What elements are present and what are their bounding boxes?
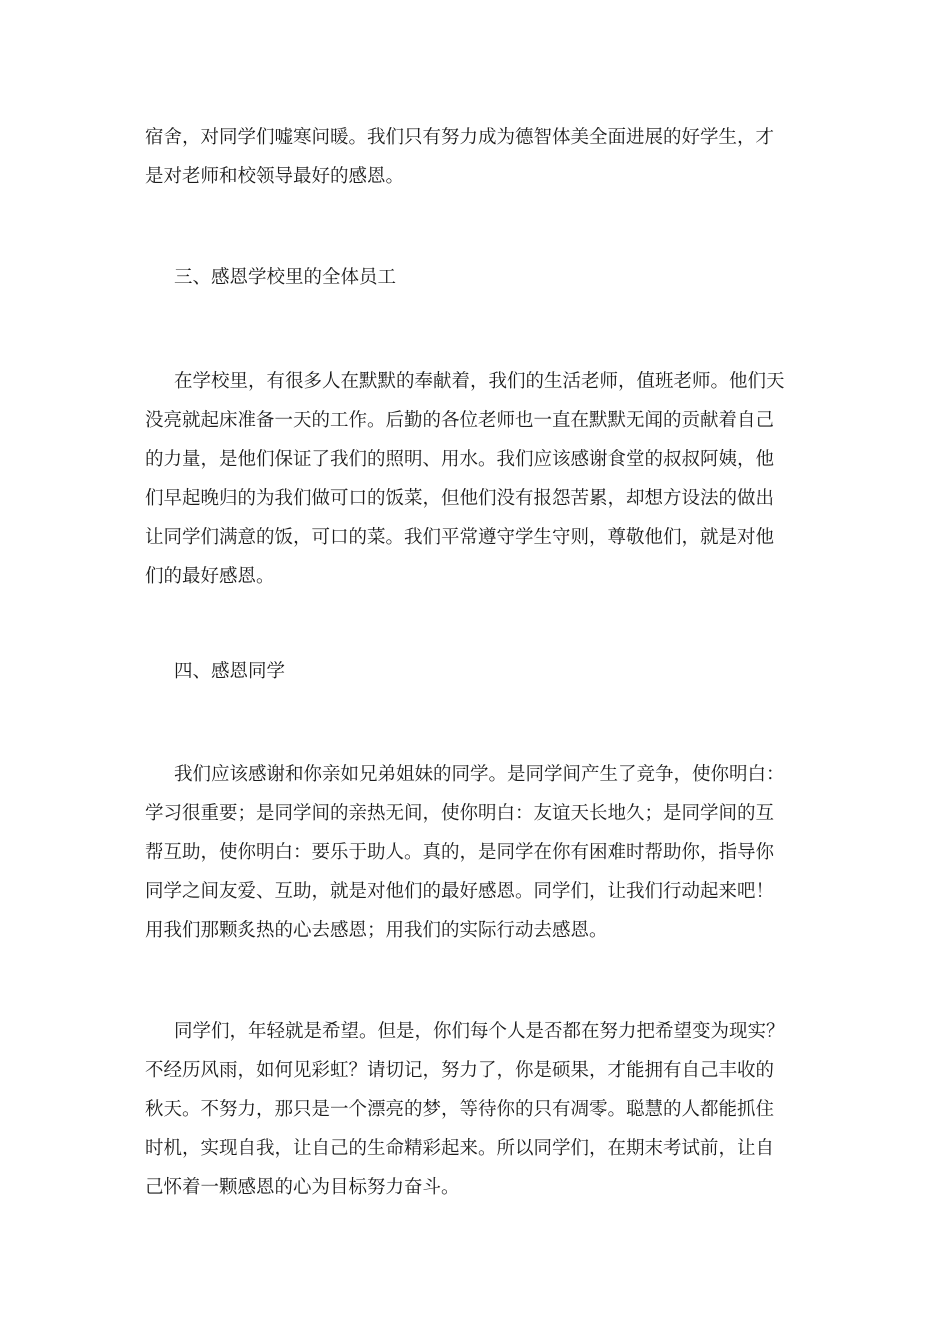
text-line: 同学们，年轻就是希望。但是，你们每个人是否都在努力把希望变为现实？ xyxy=(174,1021,785,1042)
text-line: 学习很重要；是同学间的亲热无间，使你明白：友谊天长地久；是同学间的互 xyxy=(145,803,775,824)
text-line: 让同学们满意的饭，可口的菜。我们平常遵守学生守则，尊敬他们，就是对他 xyxy=(145,527,775,548)
paragraph-school-staff xyxy=(145,362,805,596)
text-line: 不经历风雨，如何见彩虹？请切记，努力了，你是硕果，才能拥有自己丰收的 xyxy=(145,1060,775,1081)
text-line: 们早起晚归的为我们做可口的饭菜，但他们没有报怨苦累，却想方设法的做出 xyxy=(145,488,775,509)
section-heading-text: 三、感恩学校里的全体员工 xyxy=(174,267,397,288)
paragraph-conclusion xyxy=(145,1012,805,1207)
text-line: 们的最好感恩。 xyxy=(145,566,275,587)
text-line: 的力量，是他们保证了我们的照明、用水。我们应该感谢食堂的叔叔阿姨，他 xyxy=(145,449,775,470)
text-line: 己怀着一颗感恩的心为目标努力奋斗。 xyxy=(145,1177,460,1198)
paragraph-gratitude-teachers-end xyxy=(145,118,805,196)
text-line: 没亮就起床准备一天的工作。后勤的各位老师也一直在默默无闻的贡献着自己 xyxy=(145,410,775,431)
paragraph-classmates xyxy=(145,755,805,950)
text-line: 秋天。不努力，那只是一个漂亮的梦，等待你的只有凋零。聪慧的人都能抓住 xyxy=(145,1099,775,1120)
text-line: 时机，实现自我，让自己的生命精彩起来。所以同学们，在期末考试前，让自 xyxy=(145,1138,775,1159)
section-heading-4 xyxy=(145,652,805,691)
section-heading-text: 四、感恩同学 xyxy=(174,661,286,682)
text-line: 同学之间友爱、互助，就是对他们的最好感恩。同学们，让我们行动起来吧！ xyxy=(145,881,775,902)
text-line: 帮互助，使你明白：要乐于助人。真的，是同学在你有困难时帮助你，指导你 xyxy=(145,842,775,863)
text-line: 我们应该感谢和你亲如兄弟姐妹的同学。是同学间产生了竞争，使你明白： xyxy=(174,764,785,785)
text-line: 在学校里，有很多人在默默的奉献着，我们的生活老师，值班老师。他们天 xyxy=(174,371,785,392)
text-line: 是对老师和校领导最好的感恩。 xyxy=(145,166,405,187)
text-line: 宿舍，对同学们嘘寒问暖。我们只有努力成为德智体美全面进展的好学生，才 xyxy=(145,127,775,148)
section-heading-3 xyxy=(145,258,805,297)
text-line: 用我们那颗炙热的心去感恩；用我们的实际行动去感恩。 xyxy=(145,920,608,941)
